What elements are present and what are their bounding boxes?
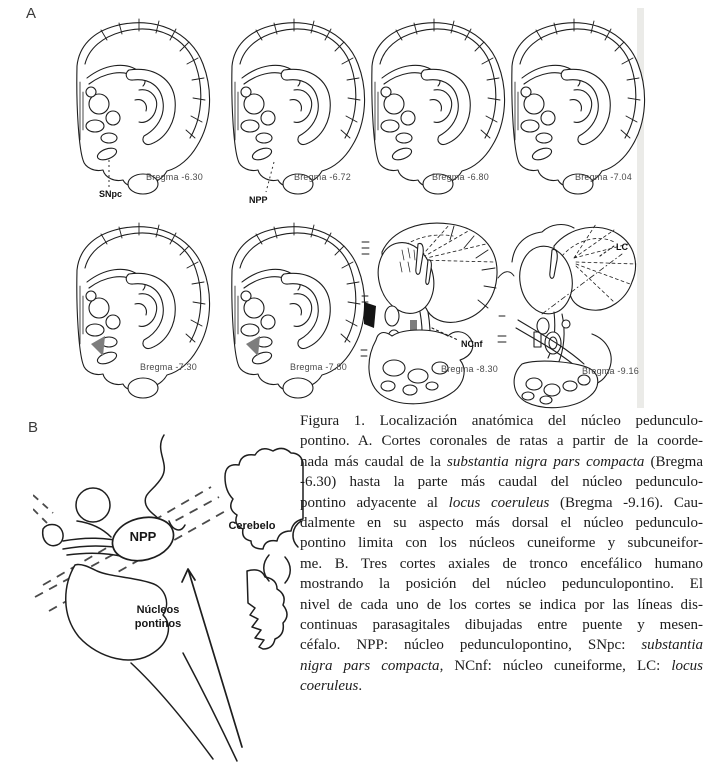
caption-latin-term: substantia nigra pars compacta bbox=[447, 453, 645, 470]
thalamic-nucleus bbox=[106, 111, 120, 125]
caption-latin-term: locus coeruleus bbox=[448, 494, 550, 511]
colliculus-circle bbox=[76, 488, 110, 522]
caption-text: Figura 1. Localización anatómica del núcleo pedunculo- bbox=[300, 413, 703, 429]
atlas-section-cell bbox=[358, 216, 504, 410]
atlas-section-cell bbox=[498, 12, 650, 208]
bregma-label: Bregma -7.80 bbox=[290, 362, 347, 372]
aqueduct-black-blob bbox=[364, 302, 376, 328]
atlas-section-cell bbox=[218, 216, 370, 412]
bregma-label: Bregma -8.30 bbox=[441, 364, 498, 374]
nucleus-blob bbox=[385, 306, 399, 326]
atlas-section-cell bbox=[358, 12, 510, 208]
structure-label: SNpc bbox=[99, 189, 123, 199]
human-brainstem-drawing-icon bbox=[33, 425, 305, 763]
pointer-arrow bbox=[182, 569, 242, 747]
caption-text: nivel de cada uno de los cortes se indica por las líneas dis- bbox=[300, 596, 703, 613]
midbrain-nucleus bbox=[536, 133, 552, 143]
caption-text: continuas parasagitales dibujadas entre puente y mesen- bbox=[300, 617, 703, 634]
caption-text: céfalo. NPP: núcleo pedunculopontino, SNpc: bbox=[300, 637, 642, 654]
bregma-label: Bregma -7.30 bbox=[140, 362, 197, 372]
midbrain-nucleus bbox=[86, 324, 104, 336]
caption-text: mostrando la posición del núcleo pedunculopontino. El bbox=[300, 576, 703, 593]
bregma-label: Bregma -6.72 bbox=[294, 172, 351, 182]
bregma-label: Bregma -6.30 bbox=[146, 172, 203, 182]
thalamic-nucleus bbox=[261, 315, 275, 329]
caption-text: (Bregma bbox=[644, 453, 703, 470]
caption-line bbox=[300, 554, 703, 574]
midbrain-nucleus bbox=[381, 87, 391, 97]
midbrain-nucleus bbox=[256, 133, 272, 143]
midbrain-nucleus bbox=[86, 87, 96, 97]
caption-line bbox=[300, 595, 703, 615]
nucleus-blob bbox=[537, 318, 549, 334]
caption-text: pontino adyacente al bbox=[300, 494, 449, 511]
bregma-label: Bregma -9.16 bbox=[582, 366, 639, 376]
caption-line bbox=[300, 615, 703, 635]
caption-line bbox=[300, 676, 703, 696]
midbrain-nucleus bbox=[86, 291, 96, 301]
thalamic-nucleus bbox=[541, 111, 555, 125]
pontine-nuclei-label: Núcleos pontinos bbox=[134, 604, 182, 630]
bregma-label: Bregma -6.80 bbox=[432, 172, 489, 182]
caption-line bbox=[300, 411, 703, 431]
caption-line bbox=[300, 431, 703, 451]
medulla-lines bbox=[131, 653, 237, 761]
caption-latin-term: nigra pars compacta bbox=[300, 657, 440, 674]
caption-text: -6.30) hasta la parte más caudal del núcleo pedunculo- bbox=[300, 474, 703, 491]
caption-text: , NCnf: núcleo cuneiforme, LC: bbox=[439, 657, 672, 674]
nucleus-blob bbox=[545, 332, 561, 354]
rat-brain-coronal-drawing-icon bbox=[63, 216, 215, 412]
panel-a-letter: A bbox=[26, 5, 37, 22]
caption-text: nada más caudal de la bbox=[300, 453, 448, 470]
pons-blob bbox=[128, 378, 158, 398]
midline-ticks bbox=[361, 242, 369, 356]
caption-line bbox=[300, 452, 703, 472]
atlas-section-cell bbox=[496, 216, 648, 410]
small-nucleus-blob bbox=[43, 525, 63, 546]
caption-line bbox=[300, 472, 703, 492]
caption-latin-term: substantia bbox=[641, 637, 703, 654]
caption-text: . bbox=[358, 678, 363, 695]
cerebellum-label: Cerebelo bbox=[228, 520, 276, 532]
nucleus-blob bbox=[562, 320, 570, 328]
rat-brain-coronal-drawing-icon bbox=[218, 216, 370, 412]
atlas-section-cell bbox=[63, 216, 215, 412]
midbrain-nucleus bbox=[86, 120, 104, 132]
caption-latin-term: coeruleus bbox=[300, 678, 359, 695]
midline-ticks bbox=[498, 272, 514, 342]
midbrain-nucleus bbox=[521, 120, 539, 132]
parasagittal-cut-line bbox=[33, 495, 53, 523]
cerebellum-outline bbox=[225, 448, 303, 549]
caption-text: dalmente en su aspecto más dorsal el núcleo pedunculo- bbox=[300, 515, 703, 532]
midbrain-nucleus bbox=[241, 291, 251, 301]
bregma-label: Bregma -7.04 bbox=[575, 172, 632, 182]
caption-line bbox=[300, 533, 703, 553]
caption-line bbox=[300, 574, 703, 594]
caption-text: me. B. Tres cortes axiales de tronco encefálico humano bbox=[300, 555, 703, 572]
midbrain-nucleus bbox=[381, 120, 399, 132]
thalamic-nucleus bbox=[106, 315, 120, 329]
atlas-section-cell bbox=[63, 12, 215, 208]
rat-brain-caudal-drawing-icon bbox=[358, 216, 504, 410]
npp-label: NPP bbox=[129, 529, 157, 544]
thalamic-nucleus bbox=[401, 111, 415, 125]
caption-line bbox=[300, 493, 703, 513]
caption-text: pontino limita con los núcleos cuneiforme y subcuneifor- bbox=[300, 535, 703, 552]
cerebellum-lower-lobe bbox=[247, 570, 287, 649]
midbrain-nucleus bbox=[241, 87, 251, 97]
midbrain-nucleus bbox=[521, 87, 531, 97]
brainstem-sketch-panel bbox=[33, 425, 305, 763]
structure-label: NCnf bbox=[461, 339, 483, 349]
thalamic-nucleus bbox=[261, 111, 275, 125]
pons-blob bbox=[283, 378, 313, 398]
caption-line bbox=[300, 635, 703, 655]
caption-line bbox=[300, 656, 703, 676]
midbrain-nucleus bbox=[396, 133, 412, 143]
figure-caption bbox=[300, 411, 703, 697]
caption-text: pontino. A. Cortes coronales de ratas a partir de la coorde- bbox=[300, 433, 703, 450]
panel-b-letter: B bbox=[28, 419, 39, 436]
structure-label: LC bbox=[616, 242, 628, 252]
atlas-section-cell bbox=[218, 12, 370, 212]
structure-label: NPP bbox=[249, 195, 268, 205]
caption-text: (Bregma -9.16). Cau- bbox=[549, 494, 703, 511]
midbrain-nucleus bbox=[101, 133, 117, 143]
caption-latin-term: locus bbox=[671, 657, 703, 674]
midbrain-nucleus bbox=[241, 324, 259, 336]
caption-line bbox=[300, 513, 703, 533]
midbrain-nucleus bbox=[241, 120, 259, 132]
